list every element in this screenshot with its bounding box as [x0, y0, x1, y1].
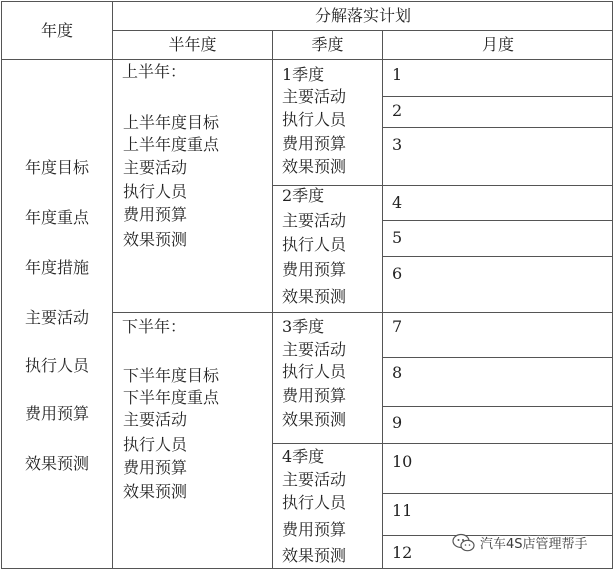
month-number: 7: [392, 317, 403, 336]
month-number: 8: [392, 363, 403, 382]
header-half-year: 半年度: [168, 35, 217, 54]
quarter-item: 主要活动: [282, 87, 347, 106]
half-item: 执行人员: [123, 435, 188, 454]
year-item: 执行人员: [25, 356, 90, 375]
quarter-item: 执行人员: [282, 110, 347, 129]
half-divider: [112, 312, 613, 313]
month-number: 3: [392, 135, 403, 154]
quarter-title: 4季度: [282, 447, 325, 466]
half-item: 效果预测: [123, 482, 188, 501]
half-item: 上半年度目标: [123, 113, 220, 132]
quarter-item: 效果预测: [282, 157, 347, 176]
header-divider: [1, 59, 613, 60]
quarter-item: 执行人员: [282, 235, 347, 254]
year-item: 效果预测: [25, 454, 90, 473]
half-item: 上半年度重点: [123, 135, 220, 154]
quarter-item: 执行人员: [282, 493, 347, 512]
quarter-item: 费用预算: [282, 386, 347, 405]
month-number: 1: [392, 65, 403, 84]
month-divider: [382, 493, 613, 494]
month-divider: [382, 357, 613, 358]
quarter-item: 费用预算: [282, 134, 347, 153]
watermark-text: 汽车4S店管理帮手: [480, 537, 588, 552]
quarter-title: 3季度: [282, 317, 325, 336]
quarter-item: 效果预测: [282, 410, 347, 429]
half-title: 上半年：: [122, 62, 187, 81]
month-number: 2: [392, 101, 403, 120]
month-number: 11: [392, 501, 413, 520]
header-month: 月度: [481, 35, 514, 54]
half-item: 执行人员: [123, 182, 188, 201]
month-number: 9: [392, 413, 403, 432]
half-item: 下半年度目标: [123, 366, 220, 385]
watermark: [452, 533, 588, 557]
half-item: 费用预算: [123, 205, 188, 224]
wechat-icon: [452, 533, 476, 557]
quarter-item: 执行人员: [282, 362, 347, 381]
quarter-item: 主要活动: [282, 211, 347, 230]
column-divider: [382, 30, 383, 569]
year-item: 年度重点: [25, 208, 90, 227]
month-number: 10: [392, 452, 413, 471]
header-year: 年度: [40, 20, 73, 40]
half-item: 主要活动: [123, 410, 188, 429]
year-item: 主要活动: [25, 308, 90, 327]
quarter-item: 费用预算: [282, 520, 347, 539]
quarter-title: 1季度: [282, 65, 325, 84]
quarter-divider: [272, 443, 613, 444]
header-plan: 分解落实计划: [314, 6, 411, 25]
year-item: 年度措施: [25, 258, 90, 277]
half-item: 下半年度重点: [123, 388, 220, 407]
month-divider: [382, 127, 613, 128]
quarter-item: 费用预算: [282, 260, 347, 279]
quarter-title: 2季度: [282, 186, 325, 205]
column-divider: [112, 1, 113, 569]
quarter-item: 效果预测: [282, 287, 347, 306]
half-item: 主要活动: [123, 158, 188, 177]
quarter-item: 主要活动: [282, 470, 347, 489]
month-number: 4: [392, 193, 403, 212]
month-divider: [382, 256, 613, 257]
half-item: 费用预算: [123, 458, 188, 477]
half-title: 下半年：: [122, 317, 187, 336]
column-divider: [272, 30, 273, 569]
month-number: 6: [392, 264, 403, 283]
year-item: 费用预算: [25, 404, 90, 423]
quarter-item: 效果预测: [282, 546, 347, 565]
month-divider: [382, 406, 613, 407]
month-number: 12: [392, 543, 413, 562]
month-number: 5: [392, 228, 403, 247]
year-item: 年度目标: [25, 158, 90, 177]
quarter-item: 主要活动: [282, 340, 347, 359]
month-divider: [382, 220, 613, 221]
half-item: 效果预测: [123, 230, 188, 249]
header-quarter: 季度: [311, 35, 344, 54]
month-divider: [382, 96, 613, 97]
